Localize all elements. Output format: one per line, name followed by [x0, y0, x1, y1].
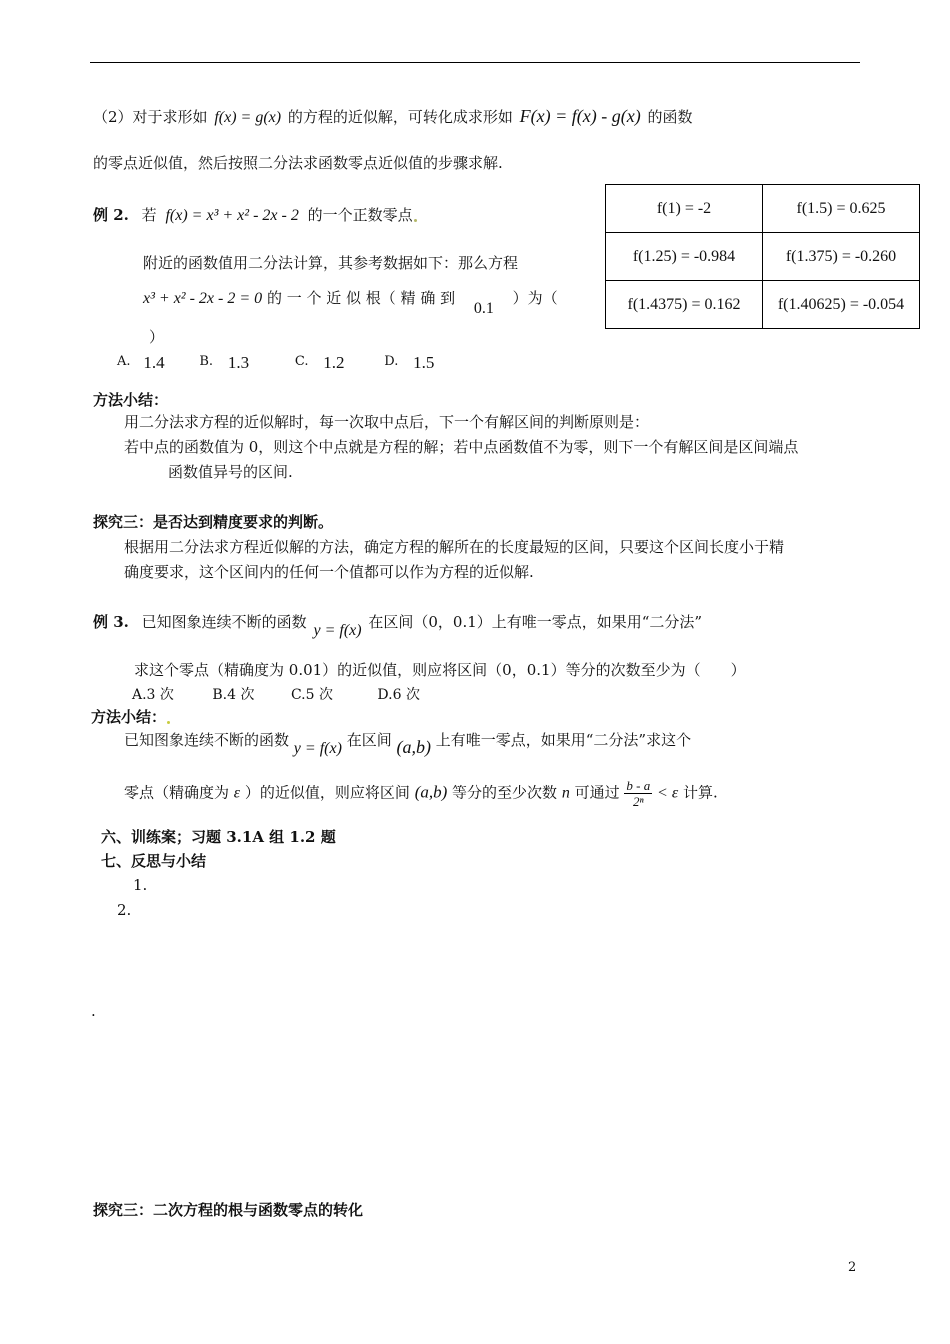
option: B.4 次: [212, 687, 255, 703]
fraction-denominator: 2ⁿ: [633, 794, 644, 809]
option: C.5 次: [290, 687, 333, 703]
option: A.3 次: [132, 687, 174, 703]
option-value: 1.4: [143, 353, 165, 372]
example-2-line1: [93, 204, 417, 225]
option: D.6 次: [377, 687, 420, 703]
example-2-line3: [143, 287, 558, 317]
option-value: 1.2: [323, 353, 345, 372]
text: 在区间: [346, 731, 392, 749]
section-7-title: 七、反思与小结: [101, 852, 207, 870]
reference-data-table: [605, 184, 920, 329]
paragraph-2-line1: [93, 106, 693, 127]
table-cell: f(1.5) = 0.625: [763, 185, 920, 233]
formula: f(x) = x³ + x² - 2x - 2: [165, 207, 299, 224]
table-cell: f(1.375) = -0.260: [763, 233, 920, 281]
option-letter: D.: [384, 354, 399, 369]
text: 若: [141, 206, 157, 224]
formula: F(x) = f(x) - g(x): [519, 106, 641, 126]
example-2-line4: ）: [149, 328, 165, 346]
example-label: 例 2.: [93, 206, 129, 224]
table-row: [606, 185, 920, 233]
text: 的 一 个 近 似 根（ 精 确 到: [266, 289, 456, 307]
formula: y = f(x): [293, 740, 342, 757]
method-summary-2-title: [91, 706, 170, 727]
explore-3-title: 探究三：是否达到精度要求的判断。: [93, 513, 334, 531]
text: 在区间（0，0.1）上有唯一零点，如果用“二分法”: [368, 613, 703, 631]
method-summary-title: 方法小结：: [93, 391, 169, 409]
text: （2）对于求形如: [93, 108, 208, 126]
formula: x³ + x² - 2x - 2 = 0: [143, 290, 263, 307]
text: 上有唯一零点，如果用“二分法”求这个: [435, 731, 692, 749]
text: 等分的至少次数: [452, 783, 558, 802]
option-letter: A.: [117, 354, 131, 369]
explore-3-line1: 根据用二分法求方程近似解的方法，确定方程的解所在的长度最短的区间，只要这个区间长度小于精: [124, 538, 785, 556]
method-summary-2-line2: [124, 778, 718, 809]
example-label: 例 3.: [93, 613, 129, 631]
variable-n: n: [561, 784, 570, 802]
paragraph-2-line2: 的零点近似值，然后按照二分法求函数零点近似值的步骤求解.: [93, 154, 503, 172]
method-summary-line2: 若中点的函数值为 0，则这个中点就是方程的解；若中点函数值不为零，则下一个有解区间是区间端点: [124, 438, 799, 456]
example-3-options: [132, 684, 420, 704]
interval: (a,b): [414, 782, 448, 802]
text: ）的近似值，则应将区间: [244, 783, 410, 802]
epsilon: ε: [233, 784, 241, 802]
table-row: [606, 233, 920, 281]
table-cell: f(1) = -2: [606, 185, 763, 233]
explore-3-line2: 确度要求，这个区间内的任何一个值都可以作为方程的近似解.: [124, 563, 534, 581]
text: 的方程的近似解，可转化成求形如: [287, 108, 513, 126]
method-summary-2-line1: [124, 729, 692, 757]
table-cell: f(1.4375) = 0.162: [606, 281, 763, 329]
option-value: 1.5: [413, 353, 435, 372]
text: 计算.: [682, 783, 718, 802]
list-item-2: 2.: [117, 901, 132, 919]
fraction-numerator: b - a: [626, 778, 651, 793]
table-cell: f(1.25) = -0.984: [606, 233, 763, 281]
precision-value: 0.1: [473, 300, 494, 317]
title-text: 方法小结：: [91, 708, 167, 726]
example-2-line2: 附近的函数值用二分法计算，其参考数据如下：那么方程: [143, 254, 519, 272]
list-item-1: 1.: [133, 876, 148, 894]
table-cell: f(1.40625) = -0.054: [763, 281, 920, 329]
example-2-options: [117, 350, 434, 370]
formula: y = f(x): [313, 622, 362, 639]
example-3-line1: [93, 611, 703, 639]
text: 的一个正数零点: [307, 206, 413, 224]
explore-3b-title: 探究三：二次方程的根与函数零点的转化: [93, 1201, 364, 1219]
text: 的函数: [647, 108, 693, 126]
method-summary-line1: 用二分法求方程的近似解时，每一次取中点后，下一个有解区间的判断原则是：: [124, 413, 650, 431]
text: 已知图象连续不断的函数: [141, 613, 307, 631]
page-number: 2: [848, 1260, 857, 1275]
fraction: [624, 778, 652, 809]
option-value: 1.3: [227, 353, 250, 372]
option-letter: B.: [199, 354, 214, 369]
dot-mark: [414, 219, 417, 222]
text: 零点（精确度为: [124, 783, 230, 802]
stray-dot: .: [91, 1002, 96, 1020]
header-rule: [90, 62, 860, 63]
section-6-title: 六、训练案；习题 3.1A 组 1.2 题: [101, 828, 336, 846]
inequality: < ε: [657, 784, 679, 802]
text: 可通过: [574, 783, 620, 802]
dot-mark: [167, 721, 170, 724]
method-summary-line3: 函数值异号的区间.: [168, 463, 293, 481]
example-3-line2: 求这个零点（精确度为 0.01）的近似值，则应将区间（0，0.1）等分的次数至少为（ ）: [134, 661, 746, 679]
formula: f(x) = g(x): [214, 109, 282, 126]
option-letter: C.: [294, 354, 309, 369]
table-row: [606, 281, 920, 329]
text: 已知图象连续不断的函数: [124, 731, 290, 749]
interval: (a,b): [396, 737, 431, 757]
text: ）为（: [512, 289, 558, 307]
